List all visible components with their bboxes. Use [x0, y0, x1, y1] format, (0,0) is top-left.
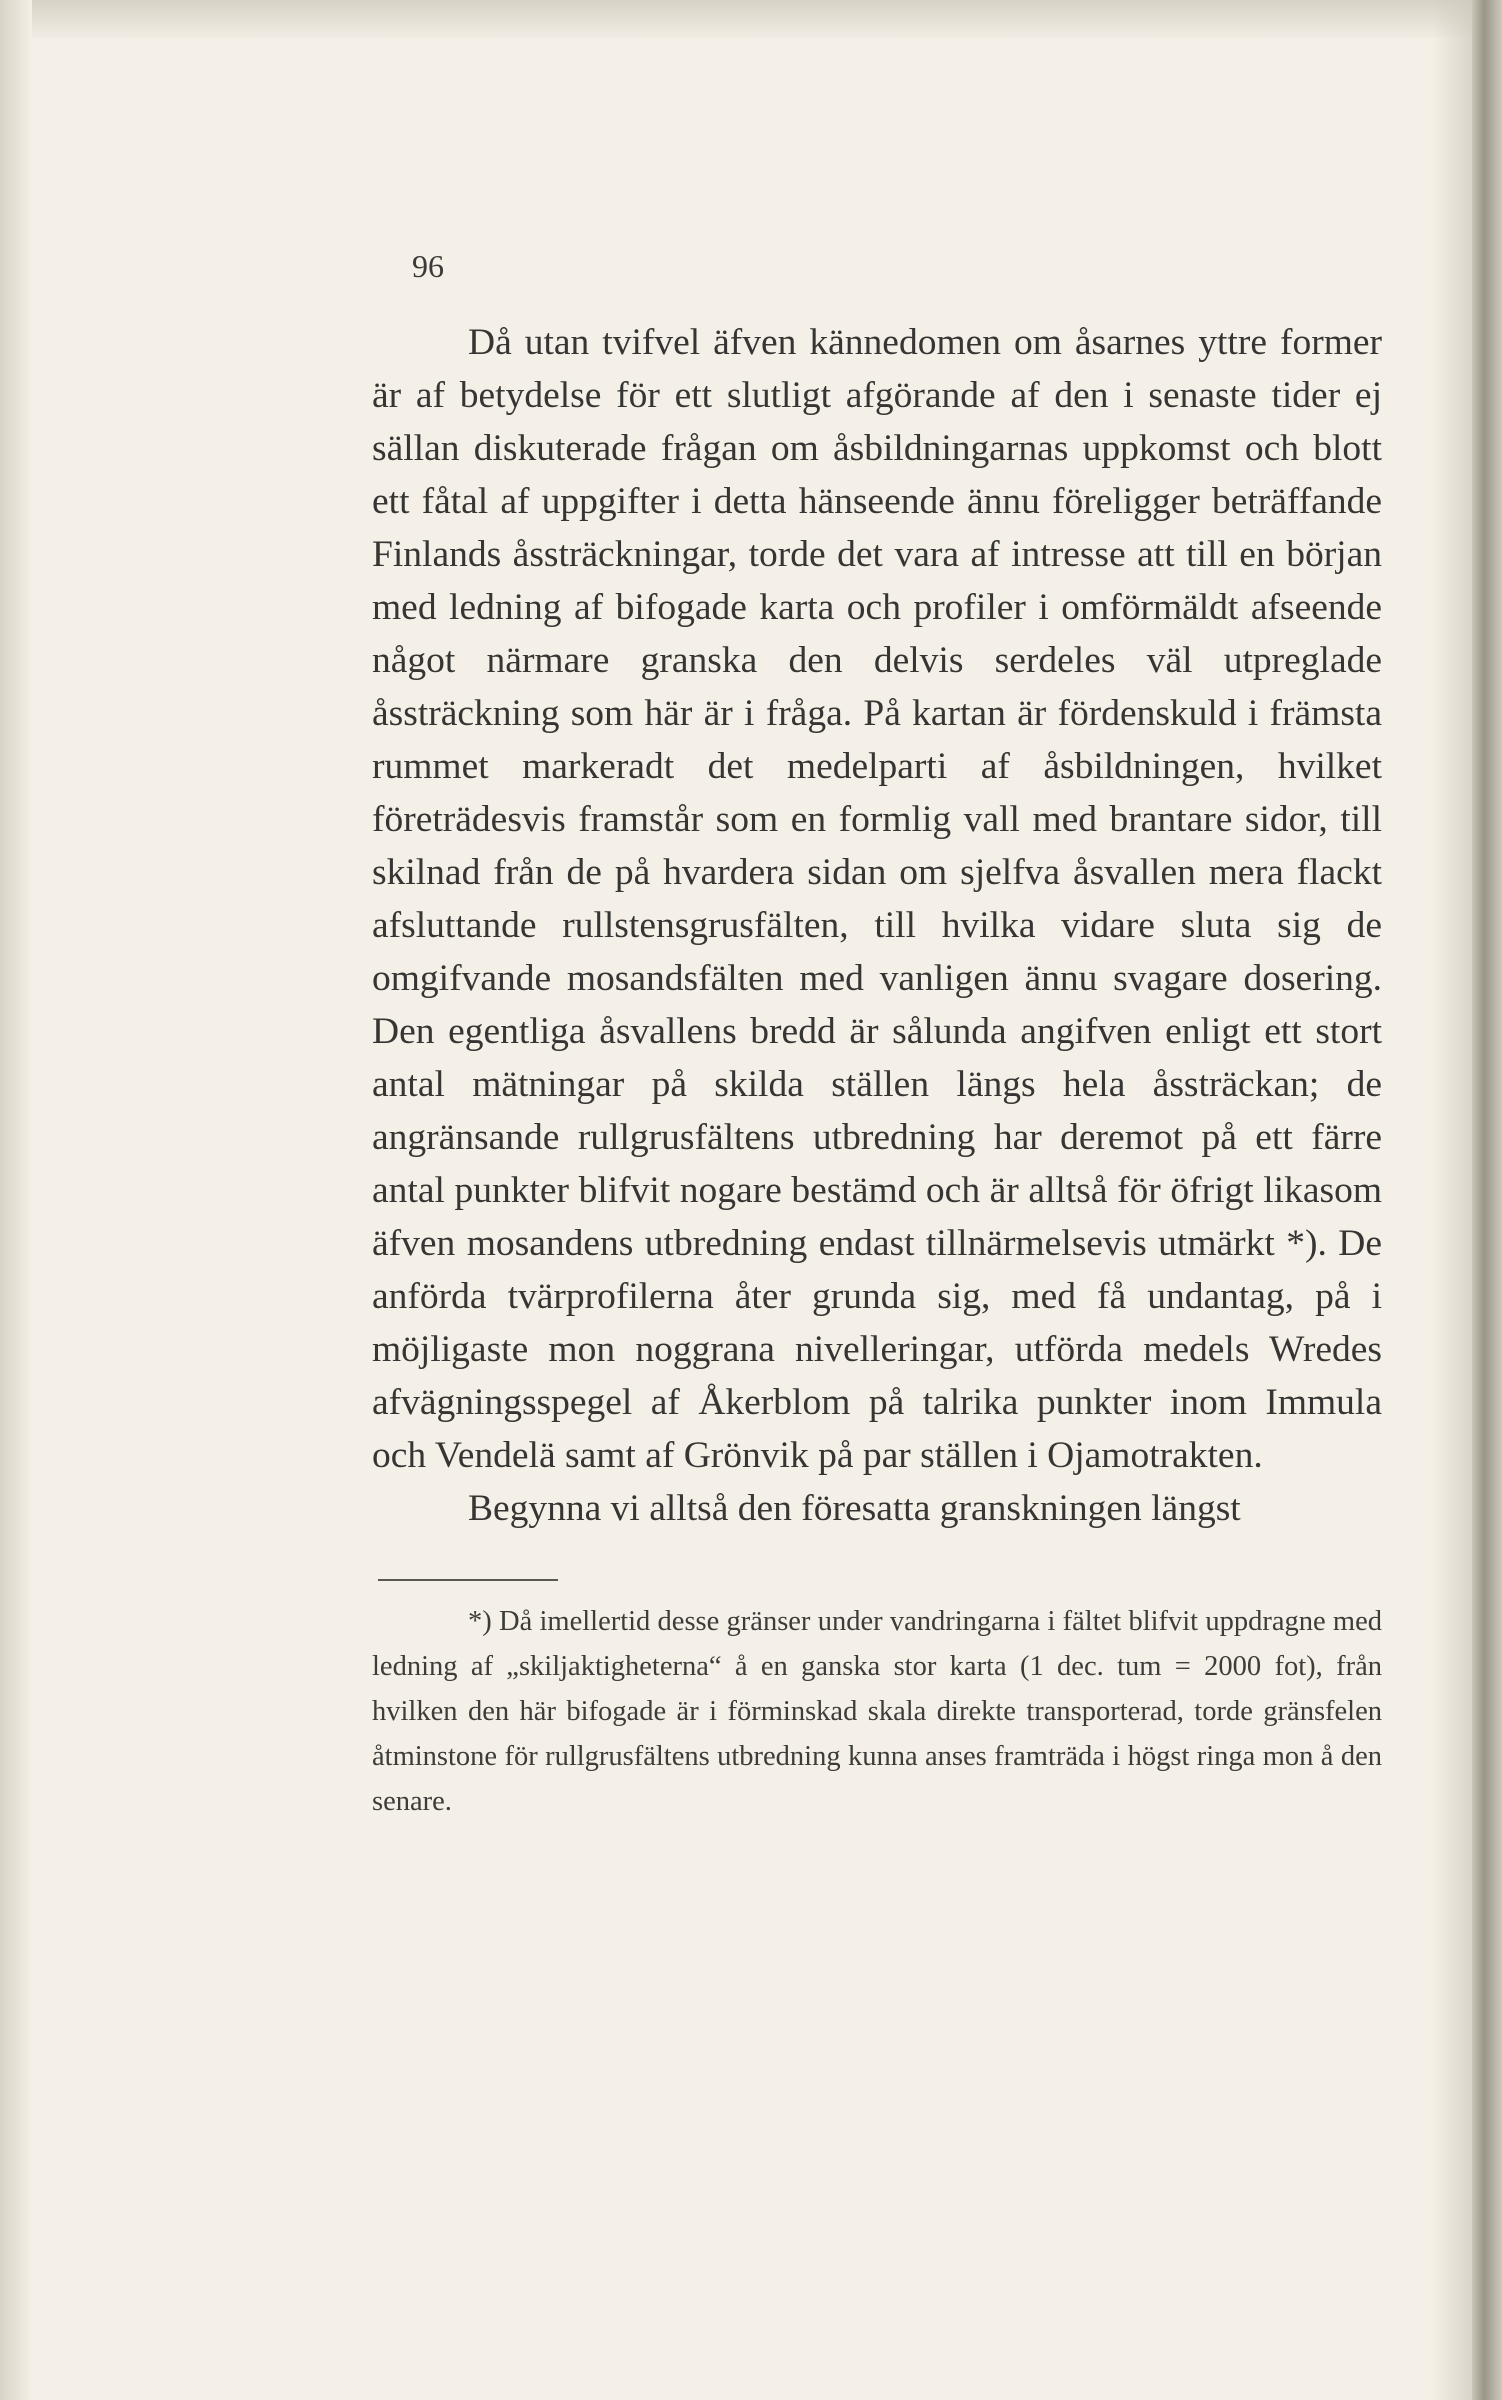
paragraph-1: Då utan tvifvel äfven kännedomen om åsarnes yttre former är af betydelse för ett slutligt afgörande af den i senaste tider ej sällan diskuterade frågan om åsbildningarnas uppkomst och blott ett fåtal af uppgifter i detta hänseende ännu föreligger beträffande Finlands åssträckningar, torde det vara af intresse att till en början med ledning af bifogade karta och profiler i omförmäldt afseende något närmare granska den delvis serdeles väl utpreglade åssträckning som här är i fråga. På kartan är fördenskuld i främsta rummet markeradt det medelparti af åsbildningen, hvilket företrädesvis framstår som en formlig vall med brantare sidor, till skilnad från de på hvardera sidan om sjelfva åsvallen mera flackt afsluttande rullstensgrusfälten, till hvilka vidare sluta sig de omgifvande mosandsfälten med vanligen ännu svagare dosering. Den egentliga åsvallens bredd är sålunda angifven enligt ett stort antal mätningar på skilda ställen längs hela åssträckan; de angränsande rullgrusfältens utbredning har deremot på ett färre antal punkter blifvit nogare bestämd och är alltså för öfrigt likasom äfven mosandens utbredning endast tillnärmelsevis utmärkt *). De anförda tvärprofilerna åter grunda sig, med få undantag, på i möjligaste mon noggrana nivelleringar, utförda medels Wredes afvägningsspegel af Åkerblom på talrika punkter inom Immula och Vendelä samt af Grönvik på par ställen i Ojamotrakten.	[372, 322, 1382, 1476]
book-binding-edge	[1472, 0, 1502, 2400]
paragraph-2: Begynna vi alltså den föresatta granskningen längst	[468, 1488, 1241, 1529]
footnote-rule	[378, 1579, 558, 1581]
scan-edge-left	[0, 0, 32, 2400]
binding-shadow	[1432, 0, 1472, 2400]
body-text	[372, 316, 1382, 1535]
book-page	[372, 250, 1382, 1824]
page-number: 96	[412, 248, 444, 284]
scan-edge-top	[0, 0, 1502, 38]
footnote: *) Då imellertid desse gränser under vandringarna i fältet blifvit uppdragne med ledning af „skiljaktigheterna“ å en ganska stor karta (1 dec. tum = 2000 fot), från hvilken den här bifogade är i förminskad skala direkte transporterad, torde gränsfelen åtminstone för rullgrusfältens utbredning kunna anses framträda i högst ringa mon å den senare.	[372, 1606, 1382, 1817]
